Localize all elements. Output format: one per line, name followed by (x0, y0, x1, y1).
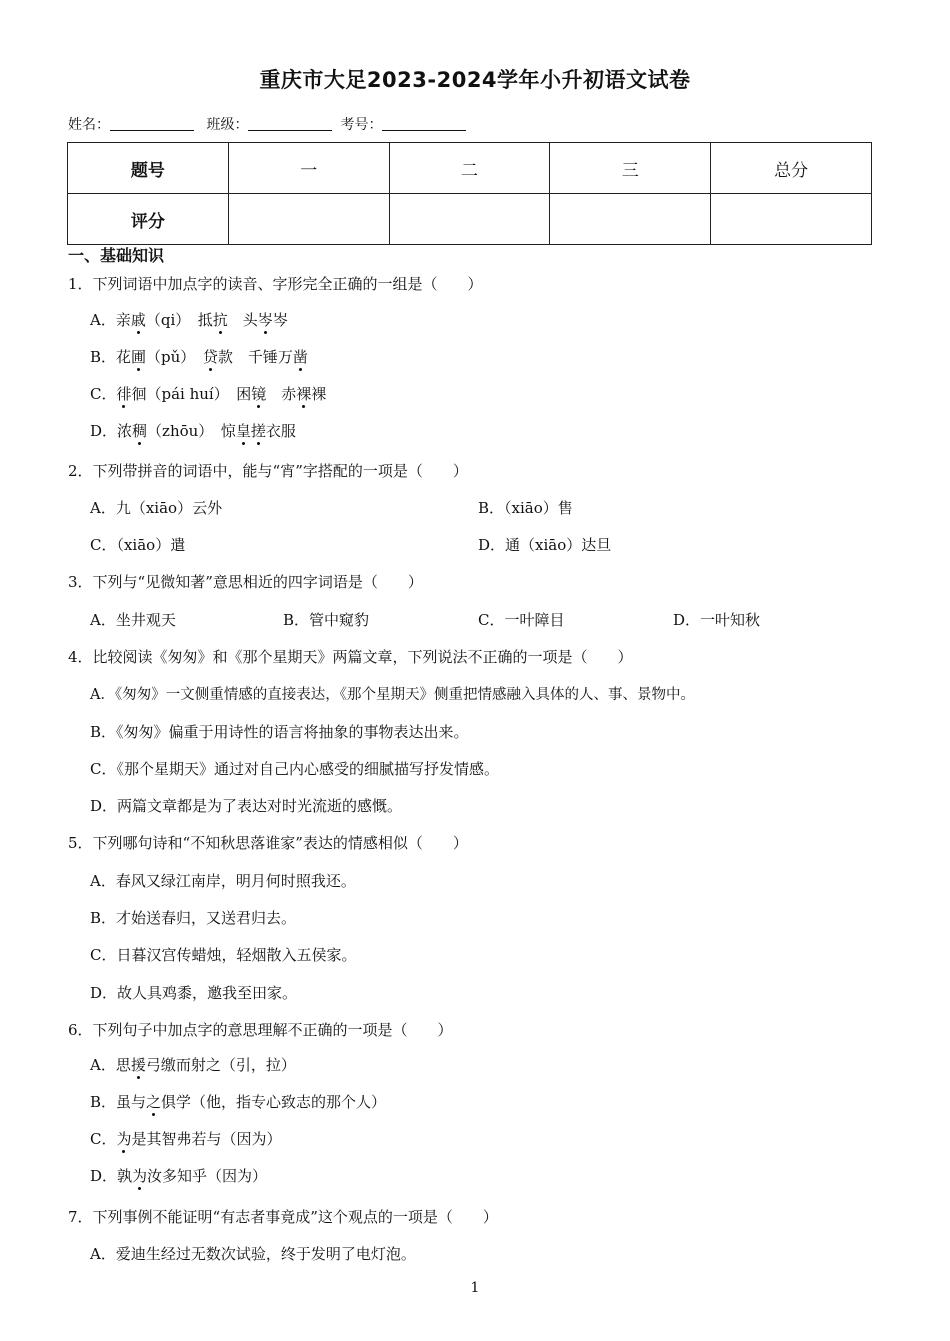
q1d-mid1: （zhōu） 惊 (147, 422, 236, 440)
q6a-dotted: 援 (130, 1056, 146, 1074)
q6b-post: 俱学（他，指专心致志的那个人） (161, 1093, 387, 1111)
q1a-mid1: （qi） 抵 (145, 311, 213, 329)
name-blank[interactable] (110, 116, 194, 131)
q5-option-b: B．才始送春归，又送君归去。 (90, 909, 297, 927)
q3-option-a: A．坐井观天 (90, 611, 176, 629)
score-cell[interactable] (228, 194, 389, 245)
q1c-dotted-2: 镜 (251, 385, 267, 403)
q1c-mid2: 赤 (266, 385, 297, 403)
q1a-post: 岑 (272, 311, 288, 329)
question-5-stem: 5．下列哪句诗和“不知秋思落谁家”表达的情感相似（ ） (68, 834, 468, 852)
q1-option-b (90, 347, 308, 367)
q1c-mid1: 徊（pái huí） 困 (131, 385, 252, 403)
q1d-dotted-2: 皇 (235, 422, 251, 440)
question-7-stem: 7．下列事例不能证明“有志者事竟成”这个观点的一项是（ ） (68, 1208, 498, 1226)
q4-option-b: B．《匆匆》偏重于用诗性的语言将抽象的事物表达出来。 (90, 723, 469, 741)
q4-option-a: A．《匆匆》一文侧重情感的直接表达，《那个星期天》侧重把情感融入具体的人、事、景物中。 (90, 687, 695, 703)
q6b-pre: B．虽与 (90, 1093, 147, 1111)
q1b-dotted-3: 凿 (292, 348, 308, 366)
q4-option-d: D．两篇文章都是为了表达对时光流逝的感慨。 (90, 797, 403, 815)
q6d-pre: D．孰 (90, 1167, 133, 1185)
q6b-dotted: 之 (146, 1093, 162, 1111)
class-label: 班级： (206, 117, 249, 133)
question-1-stem: 1．下列词语中加点字的读音、字形完全正确的一组是（ ） (68, 275, 483, 293)
q1a-mid2: 头 (227, 311, 258, 329)
q1c-pre: C． (90, 385, 117, 403)
q1b-dotted-1: 圃 (131, 348, 147, 366)
page-title: 重庆市大足2023-2024学年小升初语文试卷 (259, 68, 691, 92)
q1d-post: 衣服 (265, 422, 296, 440)
q5-option-d: D．故人具鸡黍，邀我至田家。 (90, 984, 298, 1002)
score-cell[interactable] (550, 194, 711, 245)
q3-option-b: B．管中窥豹 (283, 611, 370, 629)
score-row-label: 评分 (68, 194, 229, 245)
q6-option-d (90, 1166, 267, 1186)
q2-option-c: C．（xiāo）遣 (90, 536, 186, 554)
header-cell-part3: 三 (550, 143, 711, 194)
q2-option-a: A．九（xiāo）云外 (90, 499, 223, 517)
q5-option-c: C．日暮汉宫传蜡烛，轻烟散入五侯家。 (90, 946, 357, 964)
q6c-dotted: 为 (116, 1130, 132, 1148)
score-table-score-row (68, 194, 872, 245)
q1b-mid2: 款 千锤万 (217, 348, 293, 366)
header-cell-item: 题号 (68, 143, 229, 194)
header-cell-part2: 二 (389, 143, 550, 194)
q3-option-c: C．一叶障目 (478, 611, 565, 629)
q1b-pre: B．花 (90, 348, 132, 366)
class-blank[interactable] (248, 116, 332, 131)
q1-option-a (90, 310, 288, 330)
student-info (68, 114, 474, 134)
header-cell-part1: 一 (228, 143, 389, 194)
q6c-post: 是其智弗若与（因为） (131, 1130, 282, 1148)
question-2-stem: 2．下列带拼音的词语中，能与“宵”字搭配的一项是（ ） (68, 462, 468, 480)
header-cell-total: 总分 (711, 143, 872, 194)
q1-option-d (90, 421, 296, 441)
page-number: 1 (470, 1280, 480, 1296)
q1d-pre: D．浓 (90, 422, 133, 440)
number-blank[interactable] (382, 116, 466, 131)
q1a-pre: A．亲 (90, 311, 131, 329)
q1a-dotted-2: 抗 (212, 311, 228, 329)
q1a-dotted-1: 戚 (130, 311, 146, 329)
q6d-post: 汝多知乎（因为） (147, 1167, 268, 1185)
q1b-mid1: （pǔ） (146, 348, 203, 366)
question-3-stem: 3．下列与“见微知著”意思相近的四字词语是（ ） (68, 573, 423, 591)
q2-option-d: D．通（xiāo）达旦 (478, 536, 612, 554)
q2-option-b: B．（xiāo）售 (478, 499, 573, 517)
q1b-dotted-2: 贷 (202, 348, 218, 366)
q6-option-c (90, 1129, 282, 1149)
question-4-stem: 4．比较阅读《匆匆》和《那个星期天》两篇文章，下列说法不正确的一项是（ ） (68, 648, 633, 666)
q3-option-d: D．一叶知秋 (673, 611, 761, 629)
q6a-post: 弓缴而射之（引，拉） (145, 1056, 296, 1074)
q1-option-c (90, 384, 326, 404)
score-cell[interactable] (389, 194, 550, 245)
score-table-header-row (68, 143, 872, 194)
q7-option-a: A．爱迪生经过无数次试验，终于发明了电灯泡。 (90, 1245, 416, 1263)
q1c-dotted-1: 徘 (116, 385, 132, 403)
score-cell[interactable] (711, 194, 872, 245)
q1d-dotted-3: 搓 (250, 422, 266, 440)
q1c-dotted-3: 裸 (296, 385, 312, 403)
q6-option-a (90, 1055, 296, 1075)
number-label: 考号： (340, 117, 383, 133)
q5-option-a: A．春风又绿江南岸，明月何时照我还。 (90, 872, 356, 890)
q6c-pre: C． (90, 1130, 117, 1148)
q1d-dotted-1: 稠 (132, 422, 148, 440)
q1c-post: 裸 (311, 385, 327, 403)
q6a-pre: A．思 (90, 1056, 131, 1074)
question-6-stem: 6．下列句子中加点字的意思理解不正确的一项是（ ） (68, 1021, 453, 1039)
section-title: 一、基础知识 (68, 246, 165, 265)
q4-option-c: C．《那个星期天》通过对自己内心感受的细腻描写抒发情感。 (90, 760, 499, 778)
q6d-dotted: 为 (132, 1167, 148, 1185)
score-table (67, 142, 872, 245)
q1a-dotted-3: 岑 (257, 311, 273, 329)
q6-option-b (90, 1092, 386, 1112)
name-label: 姓名： (68, 117, 110, 133)
